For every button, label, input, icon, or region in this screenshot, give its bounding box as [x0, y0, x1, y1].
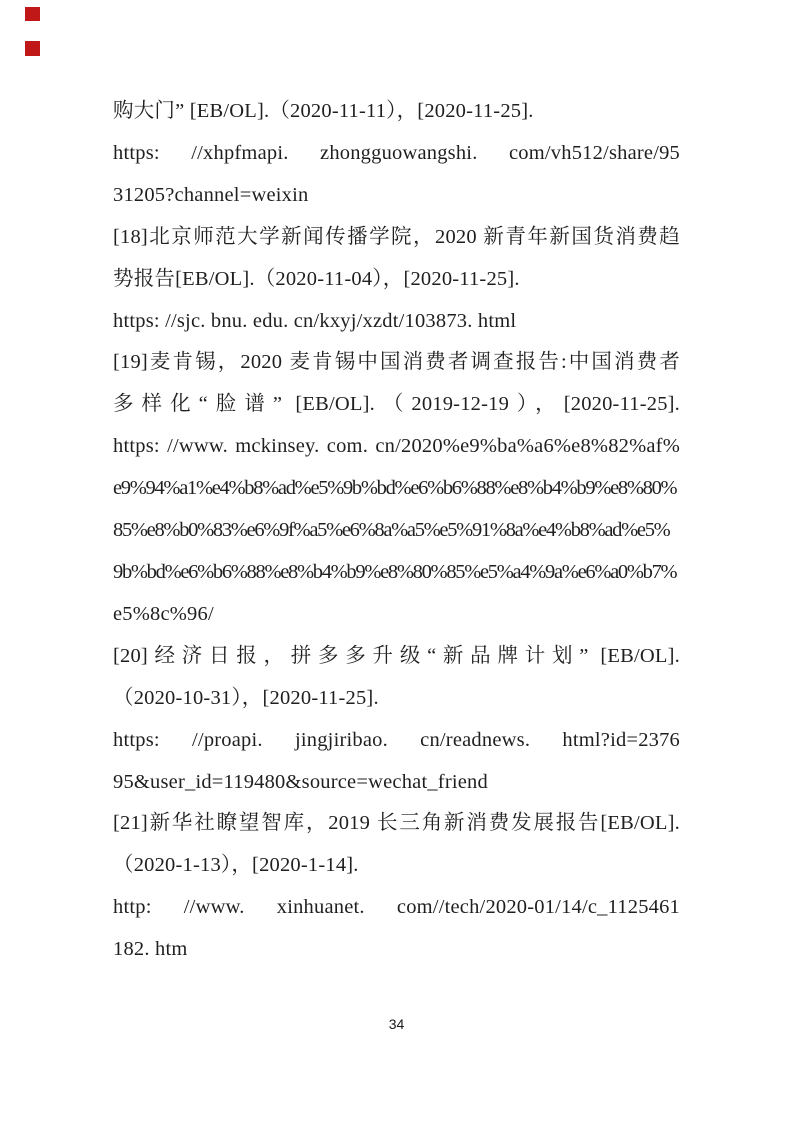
reference-line: https: //sjc. bnu. edu. cn/kxyj/xzdt/103873. html	[113, 309, 517, 332]
reference-line: [20]经济日报，拼多多升级“新品牌计划” [EB/OL].	[113, 644, 680, 667]
reference-line: 95&user_id=119480&source=wechat_friend	[113, 770, 488, 793]
reference-line: 购大门” [EB/OL].（2020-11-11），[2020-11-25].	[113, 100, 534, 122]
reference-line: （2020-1-13），[2020-1-14].	[113, 854, 359, 877]
page-number: 34	[388, 1016, 405, 1032]
reference-line: e9%94%a1%e4%b8%ad%e5%9b%bd%e6%b6%88%e8%b4%b9%e8%80%	[113, 477, 677, 500]
reference-line: （2020-10-31），[2020-11-25].	[113, 686, 379, 709]
reference-line: https: //proapi. jingjiribao. cn/readnews. html?id=2376	[113, 728, 680, 751]
reference-line: 9b%bd%e6%b6%88%e8%b4%b9%e8%80%85%e5%a4%9a%e6%a0%b7%	[113, 560, 677, 583]
reference-line: https: //www. mckinsey. com. cn/2020%e9%ba%a6%e8%82%af%	[113, 435, 680, 458]
reference-line: 多样化“脸谱” [EB/OL].（2019-12-19），[2020-11-25].	[113, 393, 680, 416]
reference-line: 85%e8%b0%83%e6%9f%a5%e6%8a%a5%e5%91%8a%e4%b8%ad%e5%	[113, 519, 670, 542]
red-square-mark-top-icon	[25, 7, 40, 21]
reference-line: [18]北京师范大学新闻传播学院，2020 新青年新国货消费趋	[113, 225, 680, 248]
reference-line: http: //www. xinhuanet. com//tech/2020-01/14/c_1125461	[113, 896, 680, 919]
reference-line: 31205?channel=weixin	[113, 183, 309, 206]
reference-line: 182. htm	[113, 938, 188, 961]
reference-line: [19]麦肯锡，2020 麦肯锡中国消费者调查报告:中国消费者	[113, 351, 680, 374]
reference-line: [21]新华社瞭望智库，2019 长三角新消费发展报告[EB/OL].	[113, 812, 680, 835]
reference-line: e5%8c%96/	[113, 602, 214, 625]
red-square-mark-bottom-icon	[25, 41, 40, 56]
reference-line: https: //xhpfmapi. zhongguowangshi. com/vh512/share/95	[113, 141, 680, 164]
reference-line: 势报告[EB/OL].（2020-11-04），[2020-11-25].	[113, 267, 520, 290]
references-list	[113, 91, 680, 971]
